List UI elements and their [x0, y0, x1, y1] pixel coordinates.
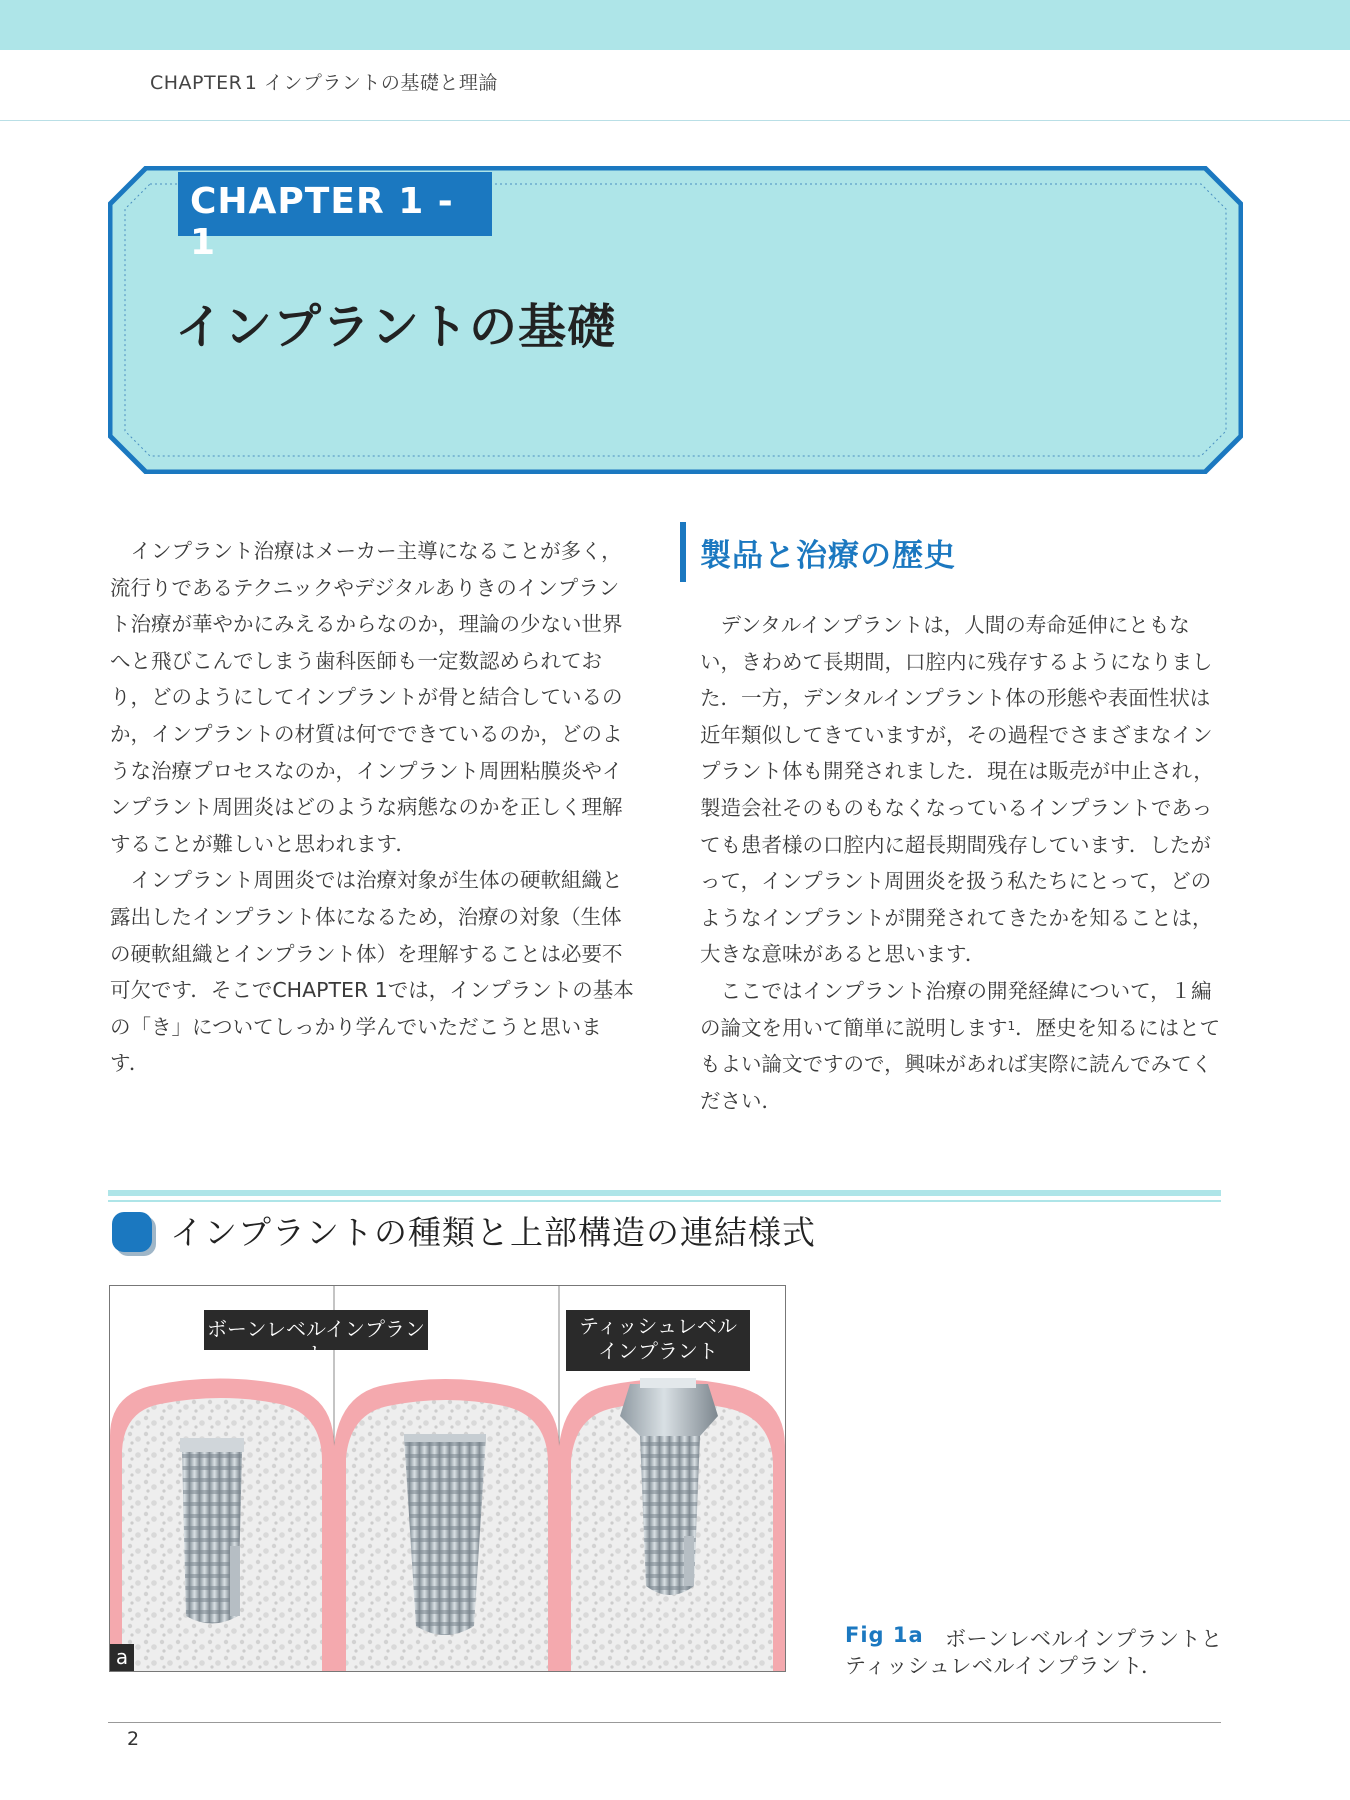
chapter-badge-text: CHAPTER 1 - 1 [190, 181, 454, 263]
chapter-badge [178, 172, 492, 263]
intro-text-column [110, 533, 638, 1082]
header-rule [0, 120, 1350, 121]
history-text: ここではインプラント治療の開発経緯について，１編の論文を用いて簡単に説明します [700, 978, 1212, 1040]
figure-caption-text: ティッシュレベルインプラント． [845, 1654, 1163, 1678]
history-paragraph: デンタルインプラントは，人間の寿命延伸にともない，きわめて長期間，口腔内に残存するようになりました．一方，デンタルインプラント体の形態や表面性状は近年類似してきていますが，その過程でさまざまなインプラント体も開発されました．現在は販売が中止され，製造会社そのものもなくなっているインプラントであっても患者様の口腔内に超長期間残存しています．したがって，インプラント周囲炎を扱う私たちにとって，どのようなインプラントが開発されてきたかを知ることは，大きな意味があると思います． [700, 613, 1214, 967]
page-number: 2 [127, 1728, 140, 1750]
section-title: 製品と治療の歴史 [700, 538, 956, 574]
running-head: CHAPTER 1 インプラントの基礎と理論 [150, 72, 498, 94]
section-accent-bar [680, 522, 686, 582]
chapter-title: インプラントの基礎 [175, 299, 617, 355]
tissue-level-label-line: インプラント [598, 1339, 718, 1363]
square-bullet-icon [110, 1210, 158, 1258]
figure-rule [108, 1200, 1221, 1202]
figure-rule [108, 1190, 1221, 1196]
panel-letter: a [110, 1644, 134, 1671]
top-color-band [0, 0, 1350, 50]
bone-level-label: ボーンレベルインプラント [204, 1310, 428, 1350]
figure-caption-label: Fig 1a [845, 1623, 924, 1647]
implant-figure [109, 1285, 786, 1672]
intro-paragraph: インプラント周囲炎では治療対象が生体の硬軟組織と露出したインプラント体になるため，治療の対象（生体の硬軟組織とインプラント体）を理解することは必要不可欠です．そこでCHAPTER 1では，インプラントの基本の「き」についてしっかり学んでいただこうと思います． [110, 868, 634, 1076]
history-text-column [700, 607, 1222, 1119]
tissue-level-label-line: ティッシュレベル [579, 1314, 737, 1338]
history-paragraph [700, 973, 1222, 1119]
footer-rule [108, 1722, 1221, 1723]
reference-marker: 1 [1007, 1018, 1016, 1033]
figure-caption-text: ボーンレベルインプラントと [945, 1627, 1223, 1651]
figure-heading: インプラントの種類と上部構造の連結様式 [170, 1213, 816, 1252]
history-text: ．歴史を知るにはとてもよい論文ですので，興味があれば実際に読んでみてください． [700, 1015, 1221, 1113]
intro-paragraph: インプラント治療はメーカー主導になることが多く，流行りであるテクニックやデジタルありきのインプラント治療が華やかにみえるからなのか，理論の少ない世界へと飛びこんでしまう歯科医師も一定数認められており，どのようにしてインプラントが骨と結合しているのか，インプラントの材質は何でできているのか，どのような治療プロセスなのか，インプラント周囲粘膜炎やインプラント周囲炎はどのような病態なのかを正しく理解することが難しいと思われます． [110, 539, 623, 856]
tissue-level-label [566, 1310, 750, 1371]
